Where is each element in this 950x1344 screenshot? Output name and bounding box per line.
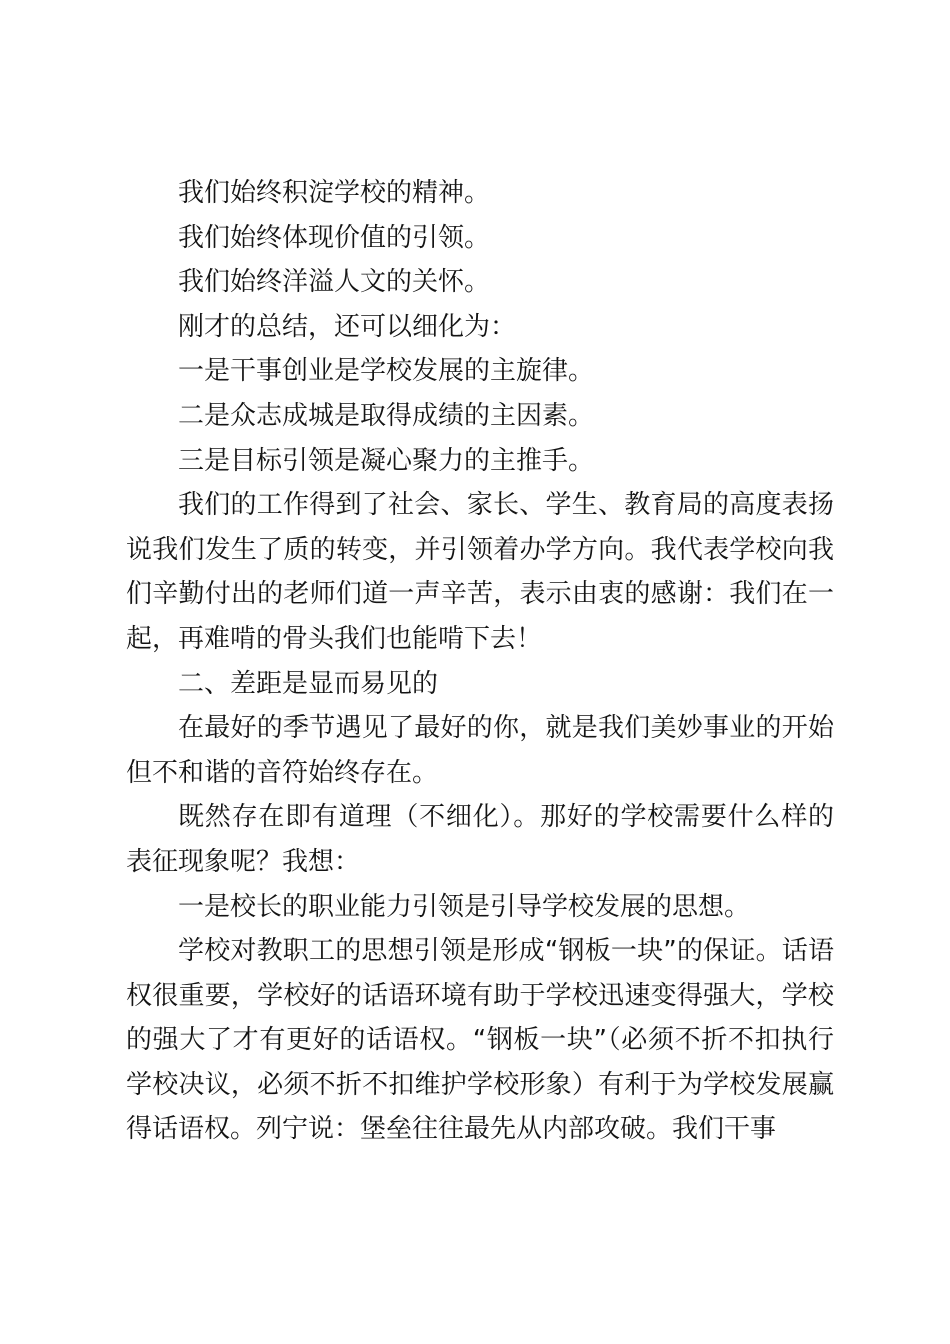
paragraph: 二是众志成城是取得成绩的主因素。 (178, 400, 595, 431)
section-heading: 二、差距是显而易见的 (178, 668, 439, 699)
paragraph: 我们始终积淀学校的精神。 (178, 178, 491, 208)
paragraph: 三是目标引领是凝心聚力的主推手。 (178, 445, 595, 476)
paragraph: 在最好的季节遇见了最好的你，就是我们美妙事业的开始但不和谐的音符始终存在。 (126, 713, 834, 788)
paragraph: 一是干事创业是学校发展的主旋律。 (178, 356, 595, 387)
paragraph: 刚才的总结，还可以细化为： (178, 311, 517, 342)
paragraph: 学校对教职工的思想引领是形成“钢板一块”的保证。话语权很重要，学校好的话语环境有助于学校迅速变得强大，学校的强大了才有更好的话语权。“钢板一块”（必须不折不扣执行学校决议，必须不折不扣维护学校形象）有利于为学校发展赢得话语权。列宁说：堡垒往往最先从内部攻破。我们干事 (126, 936, 834, 1145)
paragraph: 一是校长的职业能力引领是引导学校发展的思想。 (178, 891, 751, 922)
paragraph: 我们始终洋溢人文的关怀。 (178, 267, 491, 298)
paragraph: 我们的工作得到了社会、家长、学生、教育局的高度表扬说我们发生了质的转变，并引领着办学方向。我代表学校向我们辛勤付出的老师们道一声辛苦，表示由衷的感谢：我们在一起，再难啃的骨头我们也能啃下去！ (126, 490, 834, 654)
document-body (126, 171, 834, 1152)
paragraph: 我们始终体现价值的引领。 (178, 222, 491, 253)
paragraph: 既然存在即有道理（不细化）。那好的学校需要什么样的表征现象呢？我想： (126, 802, 834, 877)
